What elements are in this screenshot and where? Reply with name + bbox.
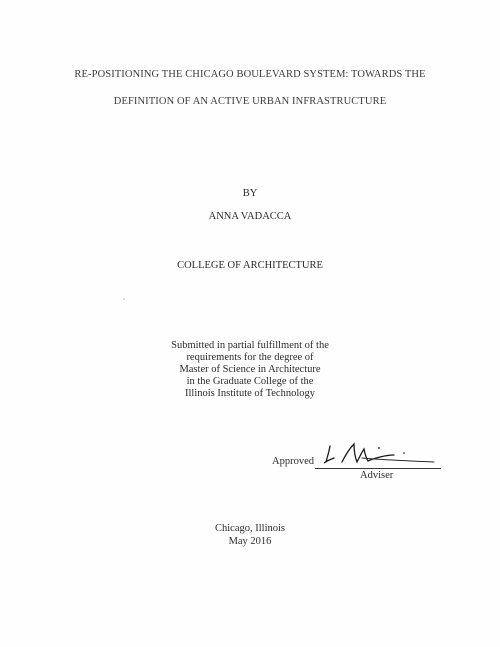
- by-label: BY: [242, 188, 258, 199]
- signature-line: [315, 468, 441, 469]
- approved-label: Approved: [272, 456, 314, 467]
- author-name: ANNA VADACCA: [208, 211, 292, 222]
- college-name: COLLEGE OF ARCHITECTURE: [177, 260, 323, 271]
- location-text: Chicago, Illinois: [215, 523, 285, 534]
- thesis-title-line-1: RE-POSITIONING THE CHICAGO BOULEVARD SYSTEM: TOWARDS THE: [74, 69, 426, 80]
- date-text: May 2016: [228, 536, 272, 547]
- submission-line-2: requirements for the degree of: [186, 352, 314, 363]
- adviser-signature: [324, 440, 444, 470]
- submission-line-5: Illinois Institute of Technology: [184, 388, 315, 399]
- adviser-label: Adviser: [360, 470, 394, 481]
- scan-speck: [123, 298, 125, 300]
- thesis-title-line-2: DEFINITION OF AN ACTIVE URBAN INFRASTRUCTURE: [113, 96, 387, 107]
- approval-block: [272, 440, 442, 480]
- submission-line-1: Submitted in partial fulfillment of the: [171, 340, 329, 351]
- submission-line-4: in the Graduate College of the: [186, 376, 314, 387]
- submission-line-3: Master of Science in Architecture: [179, 364, 321, 375]
